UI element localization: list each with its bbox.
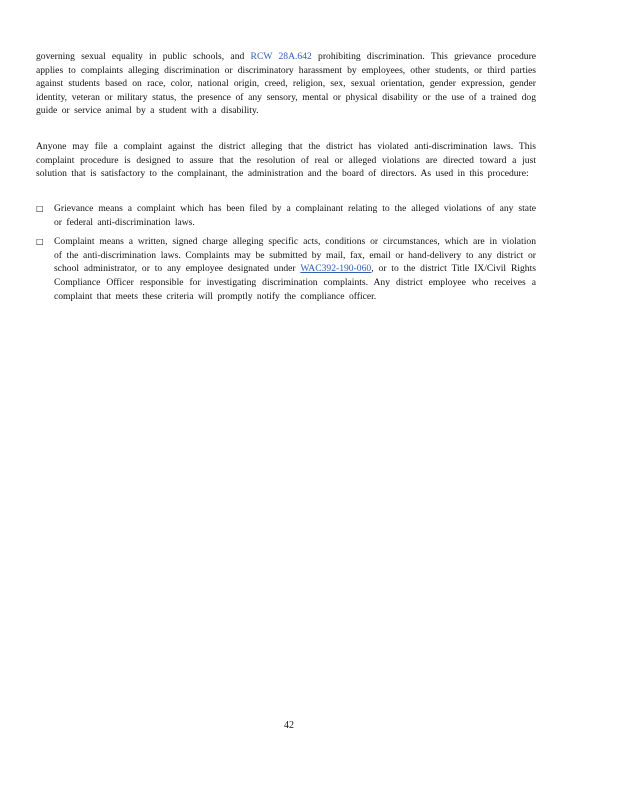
- rcw-link[interactable]: RCW 28A.642: [250, 51, 312, 62]
- list-item-complaint: [36, 235, 536, 303]
- paragraph-complaint-intro: Anyone may file a complaint against the district alleging that the district has violated anti-discrimination laws. This complaint procedure is designed to assure that the resolution of real or alleged violations are directed toward a just solution that is satisfactory to the complainant, the administration and the board of directors. As used in this procedure:: [36, 141, 536, 180]
- wac-link[interactable]: WAC392-190-060: [300, 263, 372, 275]
- definitions-list: [36, 202, 536, 309]
- paragraph-scope-text-start: governing sexual equality in public schools, and: [36, 51, 251, 62]
- complaint-definition: [54, 235, 536, 303]
- paragraph-scope-text-end: prohibiting discrimination. This grievance procedure applies to complaints alleging discrimination or discriminatory harassment by employees, other students, or third parties against students based on race, color, national origin, creed, religion, sex, sexual orientation, gender expression, gender identity, veteran or military status, the presence of any sensory, mental or physical disability or the use of a trained dog guide or service animal by a student with a disability.: [36, 51, 537, 117]
- complaint-definition-end: , or to the district Title IX/Civil Rights Compliance Officer responsible for investigating discrimination complaints. Any district employee who receives a complaint that meets these criteria will promptly notify the compliance officer.: [54, 263, 537, 302]
- bullet-box-icon: □: [36, 204, 44, 213]
- grievance-definition: Grievance means a complaint which has been filed by a complainant relating to the alleged violations of any state or federal anti-discrimination laws.: [54, 203, 536, 228]
- paragraph-scope: [36, 50, 536, 118]
- list-item-grievance: [36, 202, 536, 229]
- bullet-box-icon: □: [36, 237, 44, 247]
- page-number: 42: [284, 720, 294, 731]
- complaint-definition-start: Complaint means a written, signed charge alleging specific acts, conditions or circumstances, which are in violation of the anti-discrimination laws. Complaints may be submitted by mail, fax, email or hand-delivery to any district or school administrator, or to any employee designated under: [54, 236, 536, 275]
